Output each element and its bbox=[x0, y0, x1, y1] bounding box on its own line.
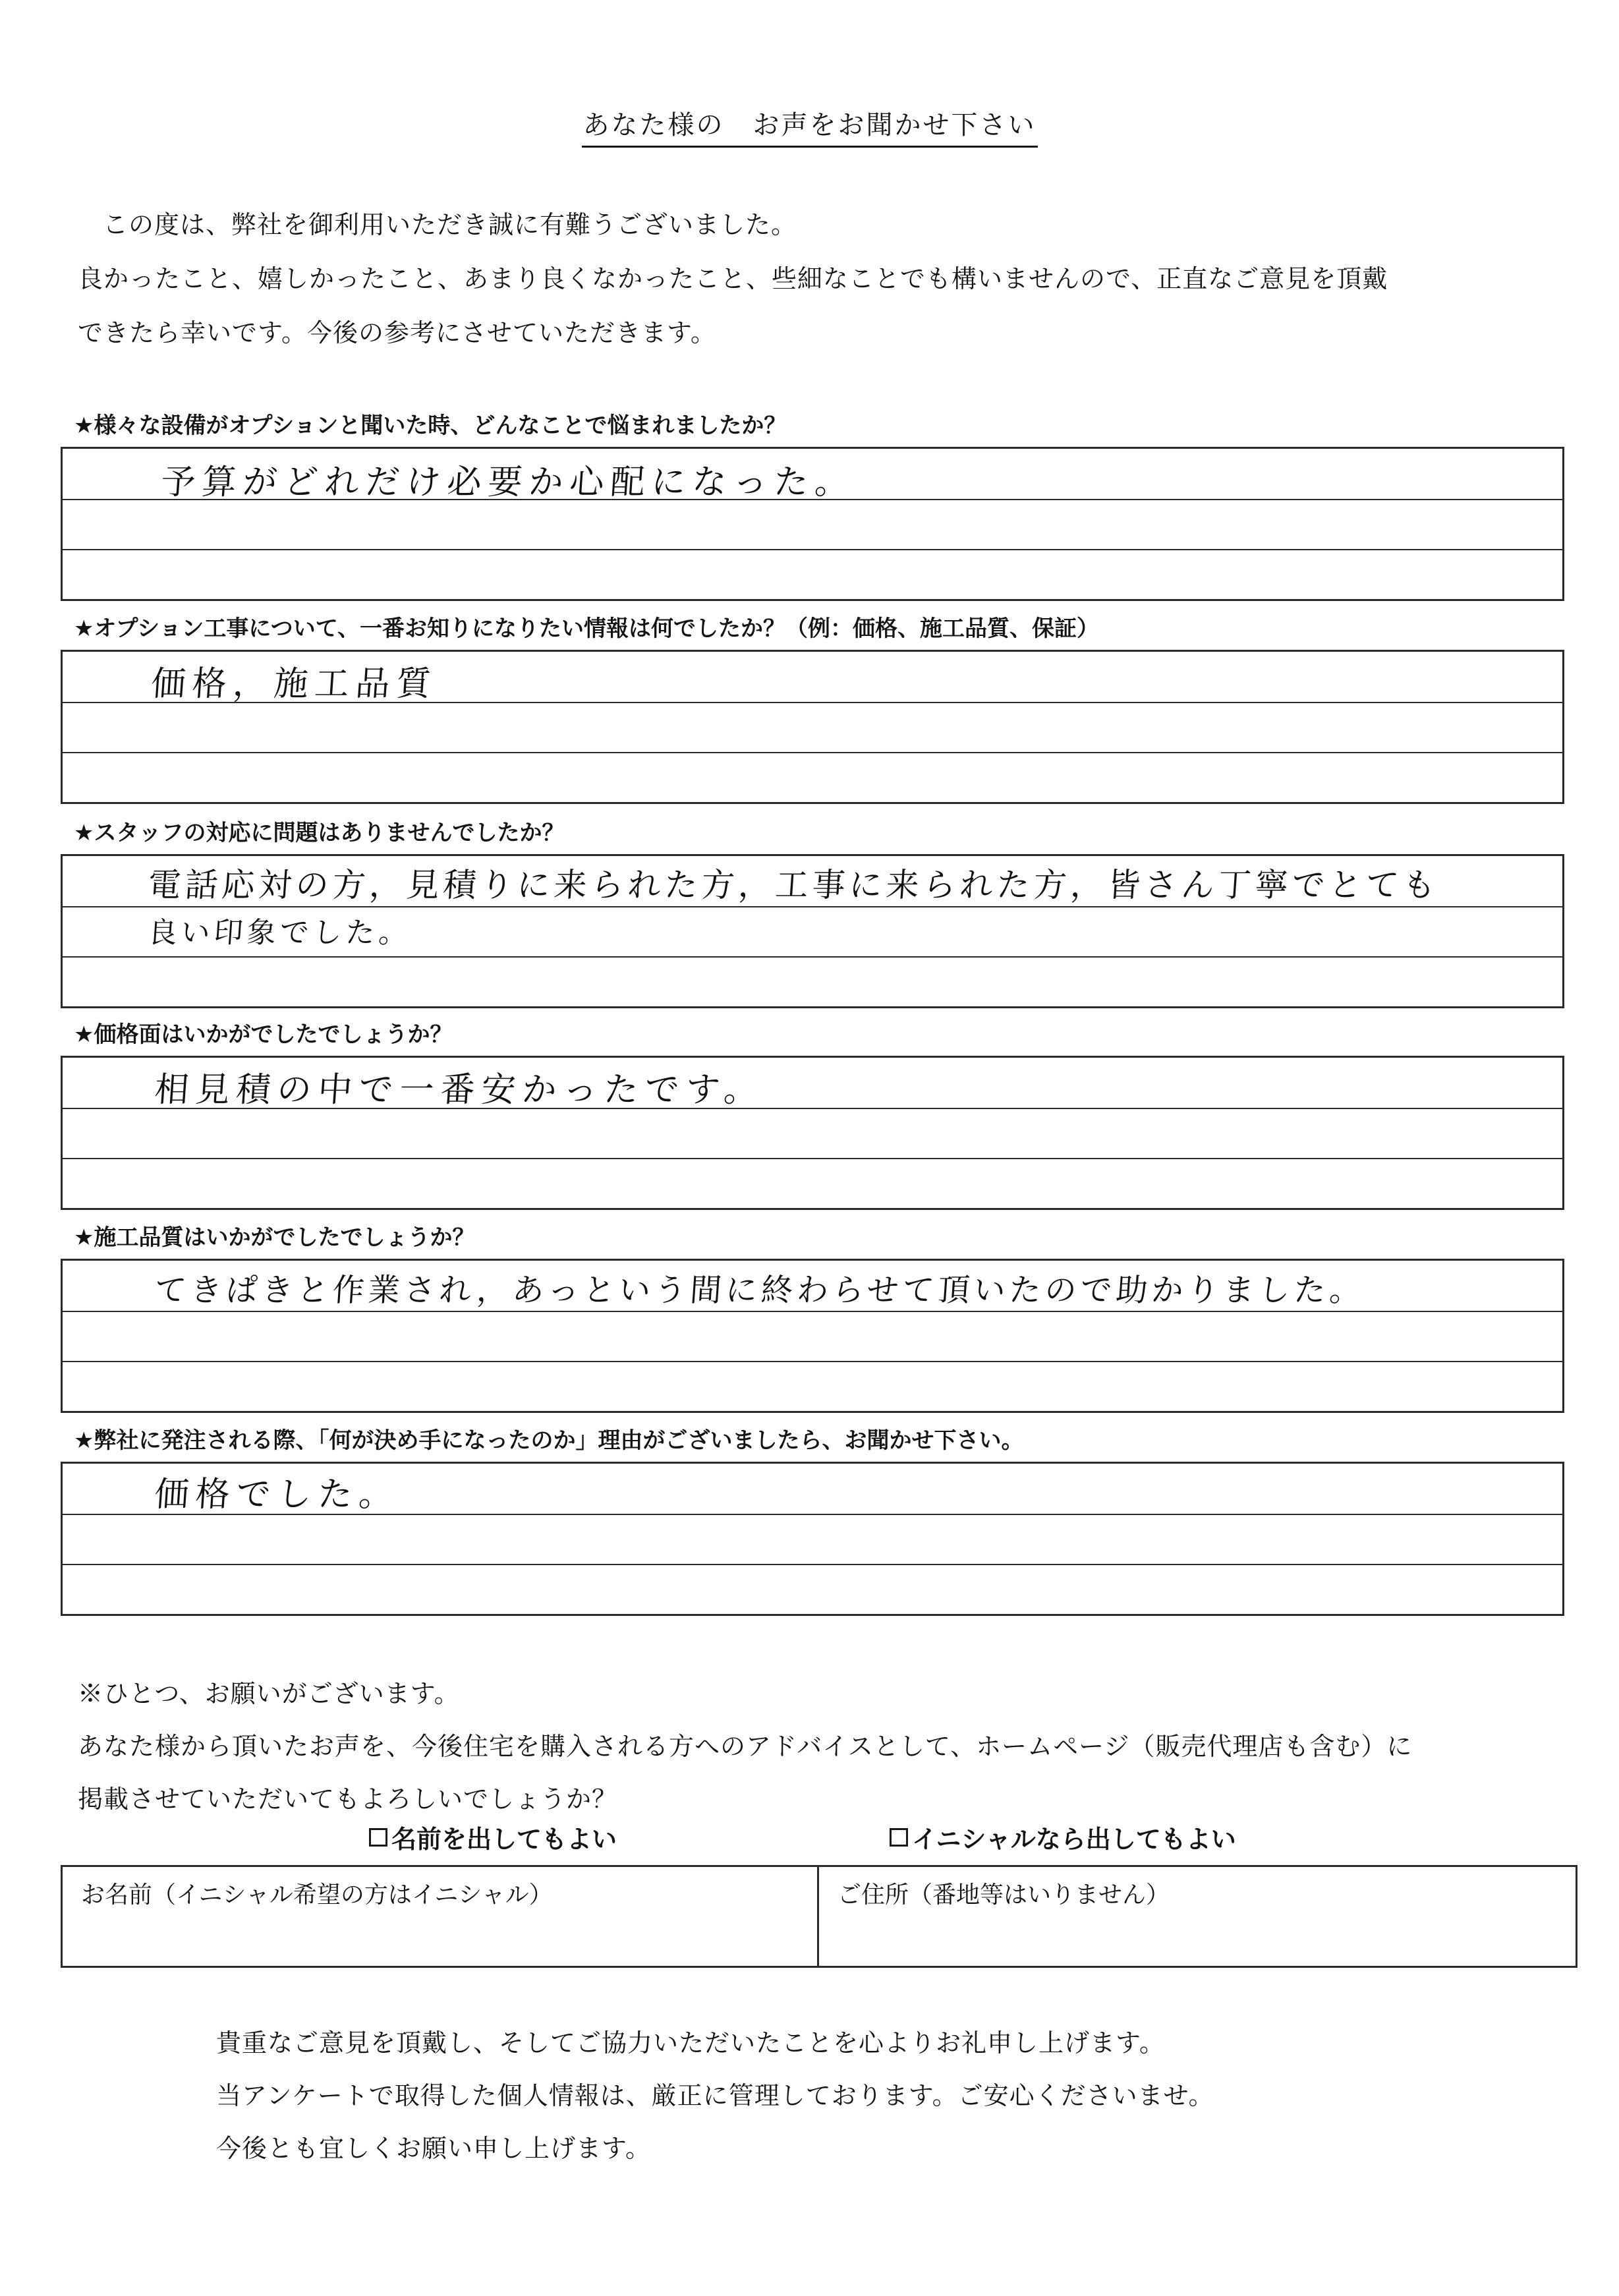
question-label: ★弊社に発注される際、「何が決め手になったのか」理由がございましたら、お聞かせ下さい。 bbox=[74, 1427, 1024, 1454]
closing-line: 今後とも宜しくお願い申し上げます。 bbox=[216, 2134, 651, 2163]
question-label: ★スタッフの対応に問題はありませんでしたか？ bbox=[74, 820, 565, 846]
handwritten-answer: 価格，施工品質 bbox=[150, 664, 439, 704]
address-field-label: ご住所（番地等はいりません） bbox=[838, 1881, 1170, 1909]
ruled-line bbox=[63, 956, 1562, 958]
handwritten-answer: 予算がどれだけ必要か心配になった。 bbox=[159, 463, 857, 502]
consent-initial-label: イニシャルなら出してもよい bbox=[912, 1825, 1236, 1854]
intro-line: この度は、弊社を御利用いただき誠に有難うございました。 bbox=[103, 210, 797, 239]
consent-name-label: 名前を出してもよい bbox=[391, 1825, 617, 1854]
ruled-line bbox=[63, 906, 1562, 907]
contact-info-table bbox=[61, 1865, 1577, 1968]
name-checkbox[interactable] bbox=[369, 1828, 387, 1847]
consent-option-initial[interactable] bbox=[890, 1819, 1236, 1855]
handwritten-answer: てきぱきと作業され，あっという間に終わらせて頂いたので助かりました。 bbox=[153, 1272, 1367, 1309]
intro-line: 良かったこと、嬉しかったこと、あまり良くなかったこと、些細なことでも構いませんので、正直なご意見を頂戴 bbox=[78, 264, 1388, 293]
closing-line: 貴重なご意見を頂戴し、そしてご協力いただいたことを心よりお礼申し上げます。 bbox=[216, 2028, 1165, 2057]
answer-box bbox=[61, 650, 1564, 804]
intro-line: できたら幸いです。今後の参考にさせていただきます。 bbox=[78, 318, 716, 347]
answer-box bbox=[61, 447, 1564, 601]
initial-checkbox[interactable] bbox=[890, 1828, 908, 1847]
address-field[interactable] bbox=[819, 1867, 1576, 1966]
ruled-line bbox=[63, 549, 1562, 550]
ruled-line bbox=[63, 1311, 1562, 1312]
answer-box bbox=[61, 1259, 1564, 1413]
request-line: ※ひとつ、お願いがございます。 bbox=[78, 1679, 460, 1708]
request-line: 掲載させていただいてもよろしいでしょうか？ bbox=[78, 1785, 618, 1814]
closing-text bbox=[216, 2017, 1214, 2175]
ruled-line bbox=[63, 1361, 1562, 1362]
handwritten-answer: 良い印象でした。 bbox=[146, 916, 413, 950]
request-line: あなた様から頂いたお声を、今後住宅を購入される方へのアドバイスとして、ホームページ（販売代理店も含む）に bbox=[78, 1732, 1413, 1761]
handwritten-answer: 電話応対の方，見積りに来られた方，工事に来られた方，皆さん丁寧でとても bbox=[146, 866, 1441, 904]
question-label: ★施工品質はいかがでしたでしょうか？ bbox=[74, 1224, 475, 1251]
closing-line: 当アンケートで取得した個人情報は、厳正に管理しております。ご安心くださいませ。 bbox=[216, 2081, 1214, 2110]
request-text bbox=[78, 1667, 1412, 1825]
handwritten-answer: 価格でした。 bbox=[153, 1475, 401, 1514]
question-label: ★価格面はいかがでしたでしょうか？ bbox=[74, 1021, 453, 1048]
handwritten-answer: 相見積の中で一番安かったです。 bbox=[153, 1070, 766, 1110]
consent-option-name[interactable] bbox=[369, 1819, 617, 1855]
ruled-line bbox=[63, 1158, 1562, 1159]
intro-text bbox=[78, 198, 1554, 360]
answer-box bbox=[61, 1056, 1564, 1210]
ruled-line bbox=[63, 1564, 1562, 1565]
page-title bbox=[0, 104, 1619, 142]
name-field-label: お名前（イニシャル希望の方はイニシャル） bbox=[81, 1881, 553, 1909]
page-title-text: あなた様の お声をお聞かせ下さい bbox=[582, 110, 1038, 148]
answer-box bbox=[61, 1462, 1564, 1616]
question-label: ★様々な設備がオプションと聞いた時、どんなことで悩まれましたか？ bbox=[74, 413, 787, 439]
ruled-line bbox=[63, 752, 1562, 753]
answer-box bbox=[61, 854, 1564, 1008]
name-field[interactable] bbox=[63, 1867, 819, 1966]
question-label: ★オプション工事について、一番お知りになりたい情報は何でしたか？（例：価格、施工品質、保証） bbox=[74, 616, 1100, 642]
